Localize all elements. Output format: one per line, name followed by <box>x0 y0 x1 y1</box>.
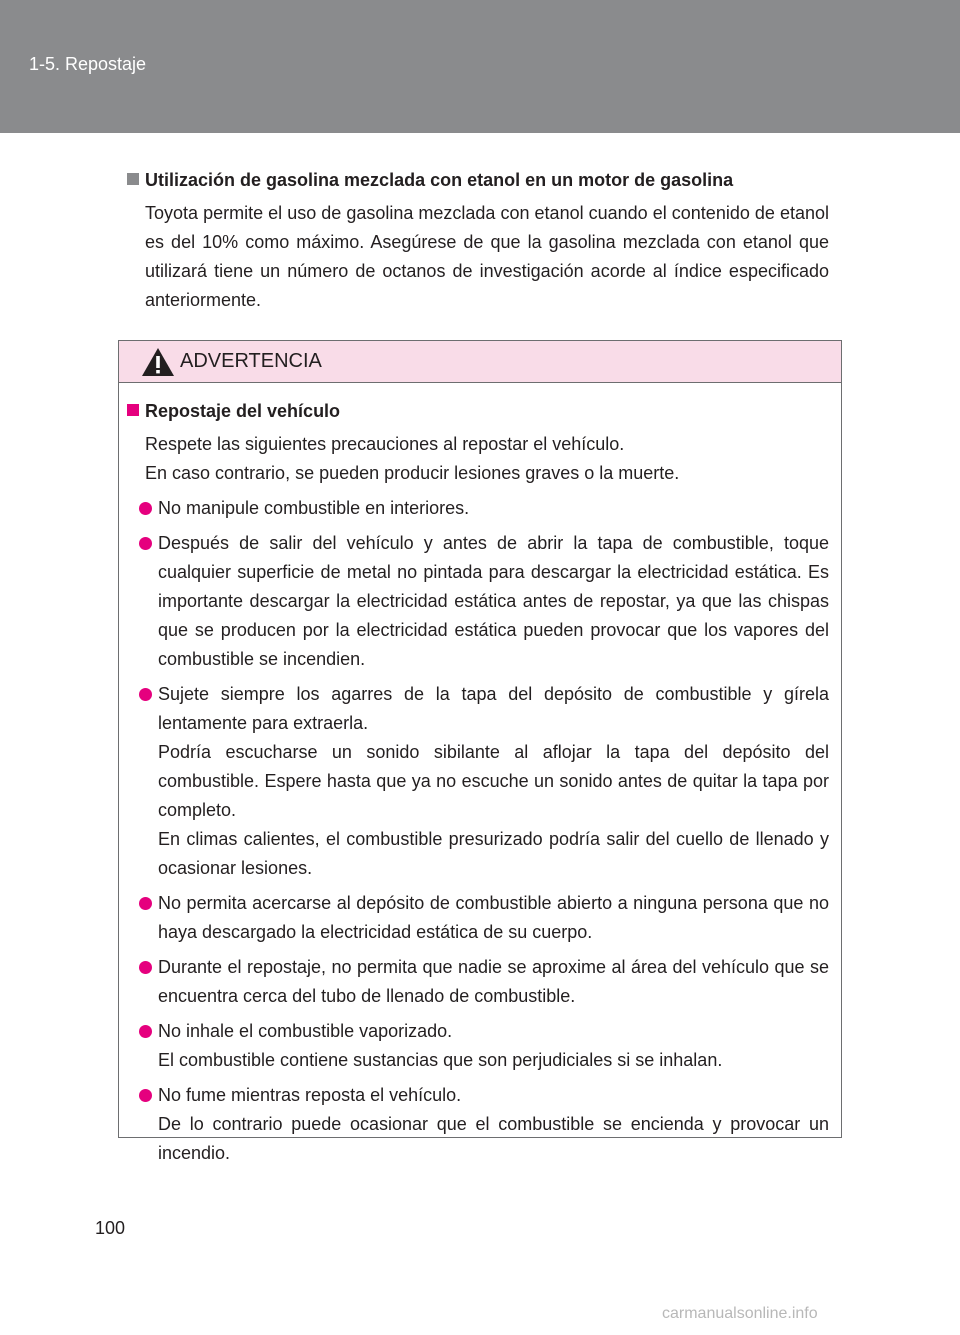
square-bullet-icon <box>127 173 139 185</box>
precaution-item <box>139 680 829 883</box>
section-title: 1-5. Repostaje <box>29 54 147 74</box>
ethanol-section-title <box>127 167 829 193</box>
precaution-line: Podría escucharse un sonido sibilante al aflojar la tapa del depósito del combustible. Espere hasta que ya no escuche un sonido antes de quitar la tapa por completo. <box>158 742 829 820</box>
precaution-line: De lo contrario puede ocasionar que el combustible se encienda y provocar un incendio. <box>158 1114 829 1163</box>
watermark: carmanualsonline.info <box>662 1305 818 1322</box>
precaution-line: No inhale el combustible vaporizado. <box>158 1021 453 1041</box>
warning-label: ADVERTENCIA <box>180 350 322 372</box>
circle-bullet-icon <box>139 502 152 515</box>
circle-bullet-icon <box>139 961 152 974</box>
precaution-line: No permita acercarse al depósito de combustible abierto a ninguna persona que no haya descargado la electricidad estática de su cuerpo. <box>158 893 829 942</box>
warning-title-text: Repostaje del vehículo <box>145 401 341 421</box>
precaution-line: El combustible contiene sustancias que son perjudiciales si se inhalan. <box>158 1050 723 1070</box>
precaution-item <box>139 953 829 1011</box>
ethanol-title-text: Utilización de gasolina mezclada con etanol en un motor de gasolina <box>145 170 734 190</box>
warning-triangle-icon <box>141 347 175 377</box>
precaution-text <box>158 889 829 947</box>
precaution-item <box>139 494 829 523</box>
warning-box <box>118 340 842 1163</box>
ethanol-section <box>127 167 829 315</box>
page-number: 100 <box>95 1218 126 1238</box>
page-header <box>0 0 960 133</box>
circle-bullet-icon <box>139 688 152 701</box>
ethanol-paragraph: Toyota permite el uso de gasolina mezclada con etanol cuando el contenido de etanol es del 10% como máximo. Asegúrese de que la gasolina mezclada con etanol que utilizará tiene un número de octanos de investigación acorde al índice especificado anteriormente. <box>145 203 829 310</box>
precaution-line: Durante el repostaje, no permita que nadie se aproxime al área del vehículo que se encuentra cerca del tubo de llenado de combustible. <box>158 957 829 1006</box>
precaution-text <box>158 529 829 674</box>
warning-intro <box>145 430 829 488</box>
circle-bullet-icon <box>139 897 152 910</box>
precaution-line: Después de salir del vehículo y antes de abrir la tapa de combustible, toque cualquier superficie de metal no pintada para descargar la electricidad estática. Es importante descargar la electricidad estática antes de repostar, ya que las chispas que se producen por la electricidad estática pueden provocar que los vapores del combustible se incendien. <box>158 533 829 669</box>
precaution-text <box>158 494 829 523</box>
precaution-item <box>139 889 829 947</box>
circle-bullet-icon <box>139 1025 152 1038</box>
warning-intro-line: En caso contrario, se pueden producir lesiones graves o la muerte. <box>145 463 680 483</box>
precaution-item <box>139 529 829 674</box>
precaution-item <box>139 1081 829 1168</box>
precaution-item <box>139 1017 829 1075</box>
precaution-line: No fume mientras reposta el vehículo. <box>158 1085 462 1105</box>
warning-section-title <box>127 398 829 424</box>
precaution-text <box>158 680 829 883</box>
warning-intro-line: Respete las siguientes precauciones al repostar el vehículo. <box>145 434 625 454</box>
precaution-text <box>158 953 829 1011</box>
precaution-text <box>158 1081 829 1168</box>
precaution-list <box>127 494 829 1168</box>
circle-bullet-icon <box>139 1089 152 1102</box>
precaution-line: Sujete siempre los agarres de la tapa del depósito de combustible y gírela lentamente para extraerla. <box>158 684 829 733</box>
precaution-text <box>158 1017 829 1075</box>
warning-body <box>119 383 841 1168</box>
circle-bullet-icon <box>139 537 152 550</box>
square-bullet-icon <box>127 404 139 416</box>
precaution-line: En climas calientes, el combustible presurizado podría salir del cuello de llenado y ocasionar lesiones. <box>158 829 829 878</box>
precaution-line: No manipule combustible en interiores. <box>158 498 470 518</box>
warning-header <box>119 341 841 383</box>
